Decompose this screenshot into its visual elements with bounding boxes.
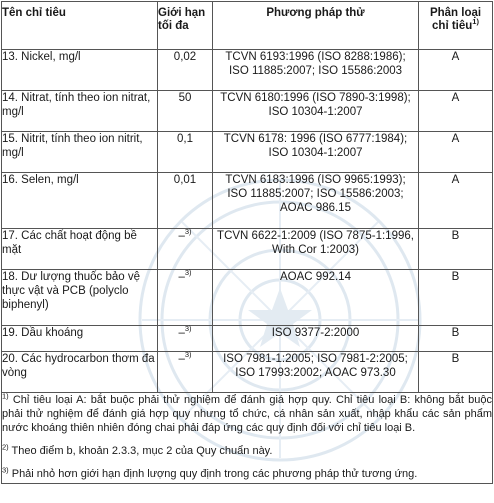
row-name: 18. Dư lượng thuốc bảo vệ thực vật và PCB (polyclo biphenyl) — [2, 270, 158, 326]
row-class: B — [419, 352, 493, 393]
row-method: TCVN 6180:1996 (ISO 7890-3:1998); ISO 10304-1:2007 — [213, 91, 419, 132]
row-name: 17. Các chất hoạt động bề mặt — [2, 229, 158, 270]
row-class: B — [419, 270, 493, 326]
header-method: Phương pháp thử — [213, 2, 419, 50]
header-row — [2, 2, 493, 50]
row-class: A — [419, 91, 493, 132]
row-class: A — [419, 50, 493, 91]
row-method: ISO 9377-2:2000 — [213, 326, 419, 352]
row-method: TCVN 6622-1:2009 (ISO 7875-1:1996, With Cor 1:2003) — [213, 229, 419, 270]
row-name: 15. Nitrit, tính theo ion nitrit, mg/l — [2, 132, 158, 173]
row-limit: –$^{3)}$ — [158, 352, 213, 393]
row-limit: –$^{3)}$ — [158, 270, 213, 326]
notes-row — [2, 393, 493, 484]
row-limit: –$^{3)}$ — [158, 326, 213, 352]
table-row — [2, 326, 493, 352]
row-name: 13. Nickel, mg/l — [2, 50, 158, 91]
table-row — [2, 270, 493, 326]
header-class: Phân loại chỉ tiêu$^{1)}$ — [419, 2, 493, 50]
spec-table — [1, 1, 493, 484]
header-name: Tên chỉ tiêu — [2, 2, 158, 50]
row-name: 14. Nitrat, tính theo ion nitrat, mg/l — [2, 91, 158, 132]
row-method: TCVN 6178: 1996 (ISO 6777:1984); ISO 10304-1:2007 — [213, 132, 419, 173]
footnotes — [2, 393, 493, 484]
row-name: 16. Selen, mg/l — [2, 173, 158, 229]
row-limit: –$^{3)}$ — [158, 229, 213, 270]
table-row — [2, 229, 493, 270]
table-row — [2, 352, 493, 393]
row-name: 19. Dầu khoáng — [2, 326, 158, 352]
footnote: $^{3)}$ Phải nhỏ hơn giới hạn định lượng quy định trong các phương pháp thử tương ứng. — [2, 465, 418, 480]
row-method: ISO 7981-1:2005; ISO 7981-2:2005; ISO 17993:2002; AOAC 973.30 — [213, 352, 419, 393]
row-class: A — [419, 132, 493, 173]
row-limit: 0,02 — [158, 50, 213, 91]
table-row — [2, 132, 493, 173]
row-name: 20. Các hydrocarbon thơm đa vòng — [2, 352, 158, 393]
header-limit: Giới hạn tối đa — [158, 2, 213, 50]
footnote: $^{1)}$ Chỉ tiêu loại A: bắt buộc phải thử nghiệm để đánh giá hợp quy. Chỉ tiêu loại B: không bắt buộc phải thử nghiệm để đánh giá hợp quy nhưng tổ chức, cá nhân sản xuất, nhập khẩu các sản phẩm nước khoáng thiên nhiên đóng chai phải đáp ứng các quy định đối với chỉ tiêu loại B. — [2, 391, 492, 434]
row-class: B — [419, 326, 493, 352]
row-limit: 50 — [158, 91, 213, 132]
row-limit: 0,01 — [158, 173, 213, 229]
row-method: AOAC 992.14 — [213, 270, 419, 326]
row-limit: 0,1 — [158, 132, 213, 173]
row-method: TCVN 6183:1996 (ISO 9965:1993); ISO 11885:2007; ISO 15586:2003; AOAC 986.15 — [213, 173, 419, 229]
row-method: TCVN 6193:1996 (ISO 8288:1986); ISO 11885:2007; ISO 15586:2003 — [213, 50, 419, 91]
table-row — [2, 173, 493, 229]
footnote: $^{2)}$ Theo điểm b, khoản 2.3.3, mục 2 của Quy chuẩn này. — [2, 442, 273, 457]
table-row — [2, 50, 493, 91]
table-row — [2, 91, 493, 132]
row-class: B — [419, 229, 493, 270]
row-class: A — [419, 173, 493, 229]
